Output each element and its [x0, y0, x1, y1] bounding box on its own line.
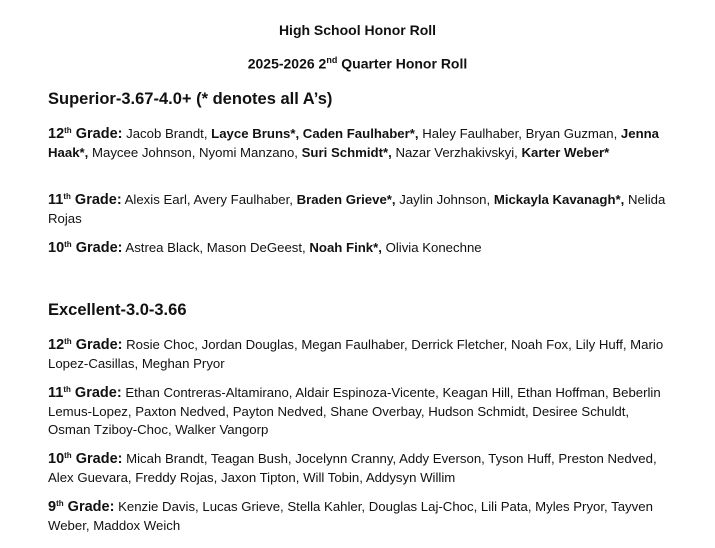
grade-label: 10th Grade: [48, 451, 123, 467]
grade-label: 12th Grade: [48, 126, 123, 142]
superior-grade-11 [48, 188, 673, 228]
excellent-grade-9 [48, 495, 673, 535]
student-names: Jacob Brandt, [122, 126, 212, 141]
subtitle-post: Quarter Honor Roll [337, 55, 468, 72]
student-names: Nelida Rojas [48, 192, 666, 226]
student-names: Ethan Contreras-Altamirano, Aldair Espinoza-Vicente, Keagan Hill, Ethan Hoffman, Beberlin Lemus-Lopez, Paxton Nedved, Payton Nedved, Shane Overbay, Hudson Schmidt, Desiree Schuldt, Osman Tziboy-Choc, Walker Vangorp [48, 385, 661, 437]
document-title: High School Honor Roll [278, 22, 437, 38]
student-names: Kenzie Davis, Lucas Grieve, Stella Kahler, Douglas Laj-Choc, Lili Pata, Myles Pryor, Tayven Weber, Maddox Weich [48, 499, 653, 533]
student-names-all-a: Jenna Haak*, [48, 126, 660, 160]
document-subtitle [0, 55, 715, 72]
subtitle-sup: nd [326, 55, 338, 65]
grade-label: 9th Grade: [48, 499, 115, 515]
student-names: Haley Faulhaber, Bryan Guzman, [422, 126, 621, 141]
student-names: Olivia Konechne [385, 240, 482, 255]
superior-heading: Superior-3.67-4.0+ (* denotes all A’s) [48, 90, 333, 108]
grade-label: 11th Grade: [48, 192, 122, 208]
superior-grade-10 [48, 236, 673, 258]
student-names-all-a: Noah Fink*, [309, 240, 386, 255]
excellent-grade-12 [48, 333, 673, 373]
student-names: Maycee Johnson, Nyomi Manzano, [92, 144, 302, 160]
grade-label: 10th Grade: [48, 240, 123, 256]
excellent-grade-11 [48, 381, 673, 440]
student-names-all-a: Mickayla Kavanagh*, [493, 192, 628, 207]
student-names-all-a: Karter Weber* [521, 144, 610, 160]
superior-grade-12 [48, 122, 673, 162]
grade-label: 11th Grade: [48, 385, 122, 401]
student-names: Alexis Earl, Avery Faulhaber, [121, 192, 297, 207]
student-names-all-a: Layce Bruns*, Caden Faulhaber*, [211, 126, 423, 141]
excellent-grade-10 [48, 447, 673, 487]
student-names: Micah Brandt, Teagan Bush, Jocelynn Cranny, Addy Everson, Tyson Huff, Preston Nedved, Alex Guevara, Freddy Rojas, Jaxon Tipton, Will Tobin, Addysyn Willim [48, 451, 657, 485]
student-names: Rosie Choc, Jordan Douglas, Megan Faulhaber, Derrick Fletcher, Noah Fox, Lily Huff, Mario Lopez-Casillas, Meghan Pryor [48, 337, 664, 371]
student-names: Astrea Black, Mason DeGeest, [122, 240, 310, 255]
grade-label: 12th Grade: [48, 337, 123, 353]
excellent-heading: Excellent-3.0-3.66 [48, 301, 187, 319]
student-names-all-a: Braden Grieve*, [296, 192, 400, 207]
student-names-all-a: Suri Schmidt*, [301, 144, 396, 160]
student-names: Jaylin Johnson, [399, 192, 494, 207]
student-names: Nazar Verzhakivskyi, [395, 144, 522, 160]
subtitle-pre: 2025-2026 2 [247, 55, 327, 72]
